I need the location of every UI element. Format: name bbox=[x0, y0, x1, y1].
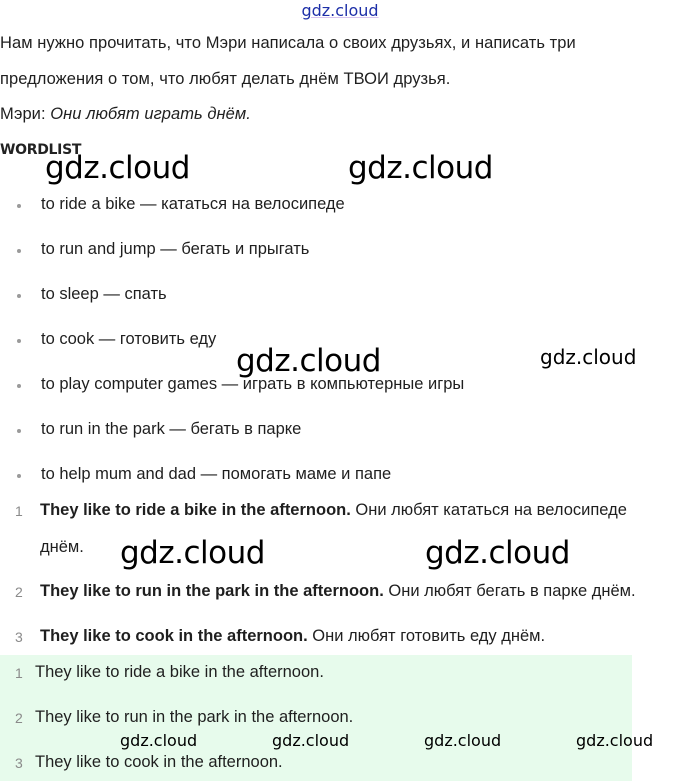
answer-english: They like to run in the park in the afternoon. bbox=[40, 582, 384, 600]
bullet-icon bbox=[17, 429, 21, 433]
word-entry: to play computer games — играть в компьютерные игры bbox=[41, 375, 465, 393]
watermark: gdz.cloud bbox=[424, 731, 502, 750]
bullet-icon bbox=[17, 249, 21, 253]
final-answer-text: They like to run in the park in the afternoon. bbox=[35, 708, 354, 726]
answer-number: 3 bbox=[15, 755, 23, 771]
answer-english: They like to ride a bike in the afternoon. bbox=[40, 501, 351, 519]
bullet-icon bbox=[17, 204, 21, 208]
final-answers-box bbox=[0, 655, 632, 781]
answer-number: 3 bbox=[15, 629, 23, 645]
answer-english: They like to cook in the afternoon. bbox=[40, 627, 308, 645]
watermark: gdz.cloud bbox=[576, 731, 654, 750]
example-line bbox=[0, 105, 251, 124]
answer-number: 1 bbox=[15, 503, 23, 519]
watermark: gdz.cloud bbox=[120, 731, 198, 750]
watermark: gdz.cloud bbox=[348, 150, 493, 186]
final-answer-text: They like to cook in the afternoon. bbox=[35, 753, 283, 771]
word-entry: to sleep — спать bbox=[41, 285, 167, 303]
answer-translation: Они любят кататься на велосипеде bbox=[350, 501, 627, 519]
task-instruction-line-2: предложения о том, что любят делать днём ТВОИ друзья. bbox=[0, 70, 451, 88]
bullet-icon bbox=[17, 474, 21, 478]
word-entry: to run and jump — бегать и прыгать bbox=[41, 240, 310, 258]
bullet-icon bbox=[17, 339, 21, 343]
bullet-icon bbox=[17, 294, 21, 298]
wordlist-heading: WORDLIST bbox=[0, 142, 82, 158]
answer-translation: Они любят готовить еду днём. bbox=[307, 627, 546, 645]
site-link[interactable]: gdz.cloud bbox=[301, 1, 379, 20]
final-answer-text: They like to ride a bike in the afternoon. bbox=[35, 663, 324, 681]
watermark: gdz.cloud bbox=[120, 535, 265, 571]
watermark: gdz.cloud bbox=[425, 535, 570, 571]
task-instruction-line-1: Нам нужно прочитать, что Мэри написала о своих друзьях, и написать три bbox=[0, 34, 576, 52]
watermark: gdz.cloud bbox=[45, 150, 190, 186]
answer-number: 1 bbox=[15, 665, 23, 681]
answer-number: 2 bbox=[15, 710, 23, 726]
watermark: gdz.cloud bbox=[272, 731, 350, 750]
watermark: gdz.cloud bbox=[236, 343, 381, 379]
word-entry: to help mum and dad — помогать маме и папе bbox=[41, 465, 392, 483]
word-entry: to run in the park — бегать в парке bbox=[41, 420, 302, 438]
word-entry: to cook — готовить еду bbox=[41, 330, 217, 348]
watermark: gdz.cloud bbox=[540, 345, 637, 369]
example-prefix: Мэри: bbox=[0, 105, 51, 123]
example-text: Они любят играть днём. bbox=[50, 105, 251, 123]
word-entry: to ride a bike — кататься на велосипеде bbox=[41, 195, 345, 213]
answer-translation: Они любят бегать в парке днём. bbox=[383, 582, 636, 600]
bullet-icon bbox=[17, 384, 21, 388]
answer-number: 2 bbox=[15, 584, 23, 600]
answer-translation-continued: днём. bbox=[40, 538, 84, 556]
